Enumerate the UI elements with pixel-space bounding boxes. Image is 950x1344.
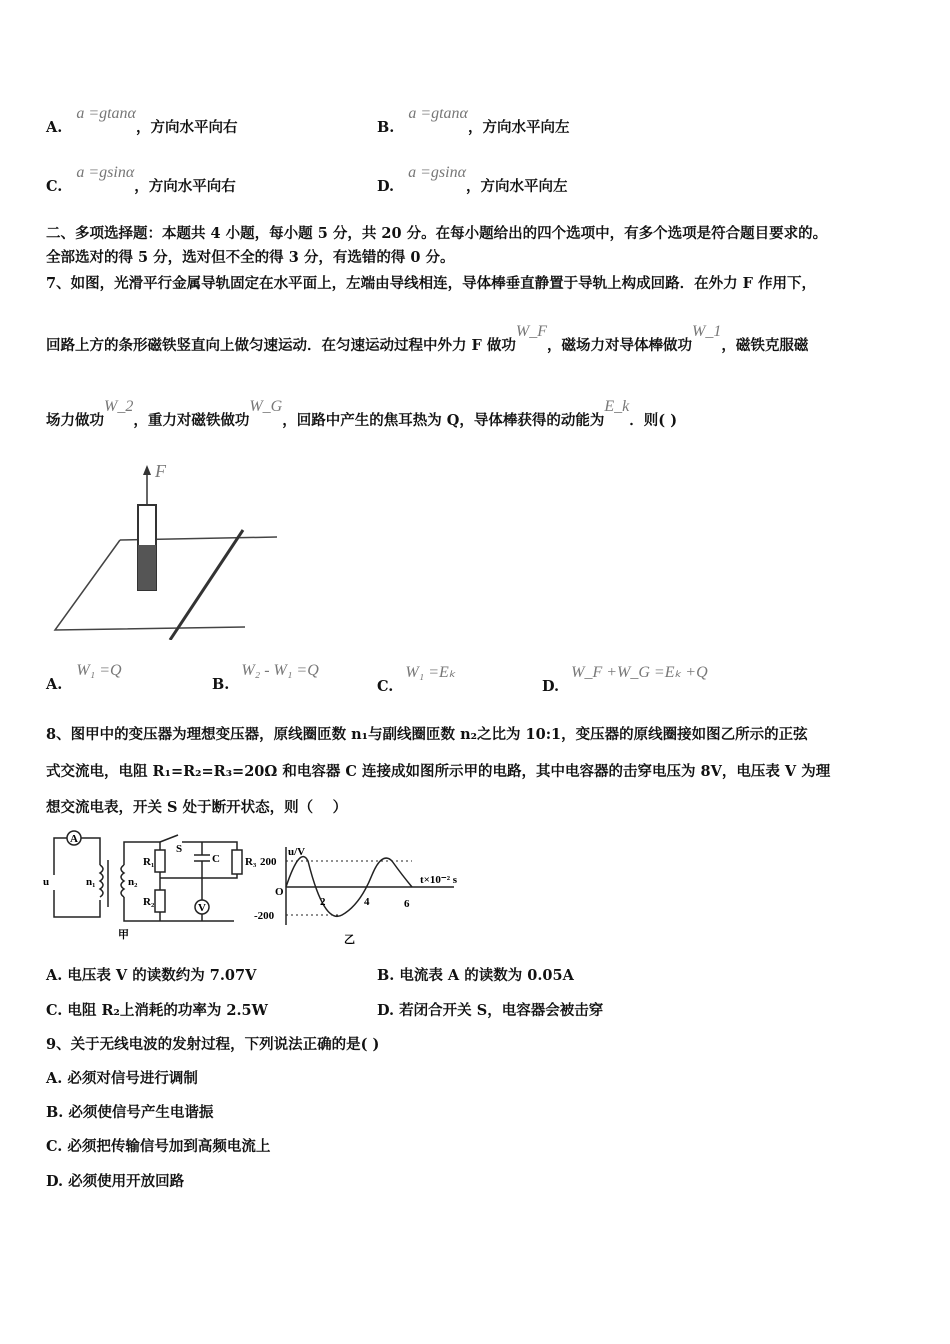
q7-option-a[interactable]: [46, 662, 122, 694]
r3-label: R₃: [245, 856, 257, 868]
option-label: D.: [542, 678, 560, 695]
formula: W_F +W_G =Eₖ +Q: [571, 664, 708, 681]
q8-line3: 想交流电表，开关 S 处于断开状态，则（ ）: [46, 799, 348, 816]
formula: W₁ =Q: [76, 662, 122, 679]
x-axis-label: t×10⁻² s: [420, 874, 458, 886]
text: ，回路中产生的焦耳热为 Q，导体棒获得的动能为: [282, 412, 605, 429]
option-label: C.: [46, 1002, 63, 1019]
q8-option-c[interactable]: [46, 999, 268, 1020]
option-text: 电阻 R₂上消耗的功率为 2.5W: [67, 1002, 268, 1019]
q8-line1: 8、图甲中的变压器为理想变压器，原线圈匝数 n₁与副线圈匝数 n₂之比为 10:1，变压器的原线圈接如图乙所示的正弦: [46, 726, 808, 743]
y-tick-200: 200: [260, 856, 277, 868]
x-tick-2: 2: [320, 896, 326, 908]
formula: a =gsinα: [408, 164, 466, 181]
q8-figure-circuit-and-graph: [42, 825, 482, 947]
option-text: ，方向水平向右: [134, 178, 236, 195]
q8-line2: 式交流电，电阻 R₁=R₂=R₃=20Ω 和电容器 C 连接成如图所示甲的电路，其中电容器的击穿电压为 8V，电压表 V 为理: [46, 763, 831, 780]
option-text: ，方向水平向左: [465, 178, 568, 195]
formula: a =gtanα: [408, 105, 468, 122]
q8-option-a[interactable]: [46, 964, 256, 985]
option-text: 必须把传输信号加到高频电流上: [67, 1138, 271, 1155]
option-label: B.: [46, 1104, 64, 1121]
option-label: B.: [377, 119, 395, 136]
option-label: A.: [46, 676, 63, 693]
option-text: 必须使用开放回路: [68, 1173, 185, 1190]
force-label: F: [155, 461, 166, 481]
option-label: C.: [46, 1138, 63, 1155]
q9-stem: 9、关于无线电波的发射过程，下列说法正确的是( ): [46, 1036, 380, 1053]
option-label: A.: [46, 119, 63, 136]
q6-option-c[interactable]: [46, 164, 236, 196]
formula: W₁ =Eₖ: [405, 664, 456, 681]
option-text: 若闭合开关 S，电容器会被击穿: [399, 1002, 604, 1019]
figure-jia-label: 甲: [118, 929, 129, 941]
q7-line2: [46, 323, 809, 355]
option-label: D.: [377, 1002, 395, 1019]
voltmeter-label: V: [198, 902, 206, 914]
q8-option-d[interactable]: [377, 999, 603, 1020]
text: ．则( ): [629, 412, 678, 429]
q9-option-b[interactable]: [46, 1101, 213, 1122]
formula: W₂ - W₁ =Q: [241, 662, 319, 679]
option-label: D.: [377, 178, 395, 195]
q6-option-d[interactable]: [377, 164, 568, 196]
x-tick-6: 6: [404, 898, 410, 910]
section2-line2: 全部选对的得 5 分，选对但不全的得 3 分，有选错的得 0 分。: [46, 249, 455, 266]
option-text: ，方向水平向右: [135, 119, 238, 136]
text: ，重力对磁铁做功: [133, 412, 250, 429]
option-text: 必须使信号产生电谐振: [68, 1104, 214, 1121]
q7-option-b[interactable]: [212, 662, 319, 694]
option-label: B.: [377, 967, 395, 984]
q9-option-d[interactable]: [46, 1170, 184, 1191]
q9-option-c[interactable]: [46, 1135, 270, 1156]
figure-yi-label: 乙: [344, 934, 355, 946]
q7-line1: 7、如图，光滑平行金属导轨固定在水平面上，左端由导线相连，导体棒垂直静置于导轨上构成回路．在外力 F 作用下，: [46, 275, 816, 292]
formula: a =gtanα: [76, 105, 136, 122]
ammeter-label: A: [70, 833, 78, 845]
w2-formula: W_2: [104, 398, 134, 415]
text: 场力做功: [46, 412, 104, 429]
x-tick-4: 4: [364, 896, 370, 908]
w1-formula: W_1: [692, 323, 722, 340]
text: 回路上方的条形磁铁竖直向上做匀速运动．在匀速运动过程中外力 F 做功: [46, 337, 516, 354]
q9-option-a[interactable]: [46, 1067, 198, 1088]
option-label: D.: [46, 1173, 64, 1190]
y-axis-label: u/V: [288, 846, 306, 858]
option-text: 必须对信号进行调制: [67, 1070, 198, 1087]
q7-option-c[interactable]: [377, 664, 456, 696]
option-text: ，方向水平向左: [467, 119, 570, 136]
q6-option-b[interactable]: [377, 105, 570, 137]
origin-label: O: [275, 886, 284, 898]
q8-option-b[interactable]: [377, 964, 574, 985]
c-label: C: [212, 853, 220, 865]
q7-line3: [46, 398, 678, 430]
option-label: C.: [377, 678, 394, 695]
y-tick-neg200: -200: [254, 910, 275, 922]
section2-line1: 二、多项选择题：本题共 4 小题，每小题 5 分，共 20 分。在每小题给出的四个选项中，有多个选项是符合题目要求的。: [46, 225, 828, 242]
option-label: A.: [46, 1070, 63, 1087]
wg-formula: W_G: [249, 398, 283, 415]
option-label: B.: [212, 676, 230, 693]
n1-label: n₁: [86, 876, 96, 888]
option-text: 电流表 A 的读数为 0.05A: [399, 967, 574, 984]
q6-option-a[interactable]: [46, 105, 238, 137]
u-label: u: [43, 876, 50, 888]
text: ，磁场力对导体棒做功: [547, 337, 692, 354]
ek-formula: E_k: [604, 398, 630, 415]
r2-label: R₂: [143, 896, 155, 908]
q7-figure-magnet-rails: [45, 455, 295, 640]
text: ，磁铁克服磁: [721, 337, 809, 354]
option-label: A.: [46, 967, 63, 984]
q7-option-d[interactable]: [542, 664, 708, 696]
formula: a =gsinα: [76, 164, 135, 181]
s-label: S: [176, 843, 183, 855]
option-text: 电压表 V 的读数约为 7.07V: [67, 967, 257, 984]
wf-formula: W_F: [515, 323, 547, 340]
n2-label: n₂: [128, 876, 138, 888]
option-label: C.: [46, 178, 63, 195]
r1-label: R₁: [143, 856, 155, 868]
